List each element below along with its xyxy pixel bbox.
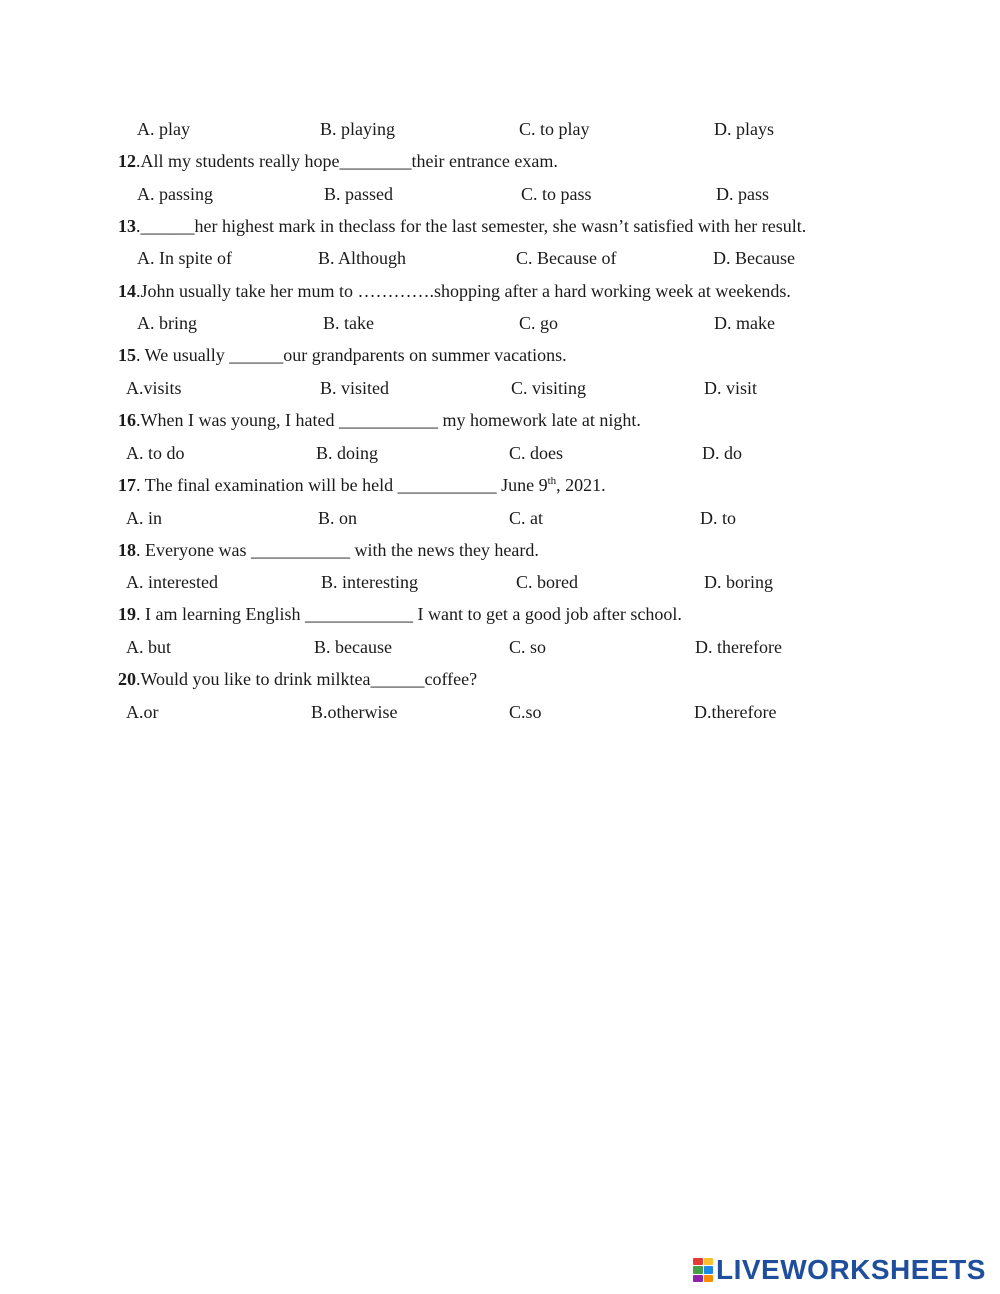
question-text: .______her highest mark in theclass for the last semester, she wasn’t satisfied with her result. [136, 216, 807, 236]
question-text: . We usually ______our grandparents on summer vacations. [136, 345, 567, 365]
answer-option-d: D. make [714, 313, 775, 333]
answer-option-a: A. in [126, 508, 162, 528]
answer-option-c: C. so [509, 637, 547, 657]
answer-option-b: B. passed [324, 184, 393, 204]
question-number: 19 [118, 604, 136, 624]
logo-square [704, 1266, 714, 1273]
answer-option-c: C. at [509, 508, 543, 528]
answer-option-c: C. Because of [516, 248, 617, 268]
answer-option-a: A.visits [126, 378, 182, 398]
liveworksheets-logo-icon [693, 1258, 713, 1282]
question-number: 15 [118, 345, 136, 365]
answer-option-d: D.therefore [694, 702, 777, 722]
answer-option-b: B. on [318, 508, 358, 528]
question-text: .John usually take her mum to ………….shopping after a hard working week at weekends. [136, 281, 791, 301]
superscript: th [547, 475, 557, 487]
question-number: 17 [118, 475, 136, 495]
logo-square [704, 1275, 714, 1282]
question-number: 16 [118, 410, 136, 430]
question-number: 18 [118, 540, 136, 560]
answer-option-d: D. do [702, 443, 742, 463]
question-19 [118, 603, 682, 625]
question-15 [118, 344, 567, 366]
answer-option-a: A. In spite of [137, 248, 232, 268]
answer-option-d: D. boring [704, 572, 773, 592]
logo-square [693, 1258, 703, 1265]
answer-option-b: B. visited [320, 378, 390, 398]
question-number: 12 [118, 151, 136, 171]
answer-option-b: B. playing [320, 119, 395, 139]
answer-option-d: D. visit [704, 378, 758, 398]
logo-text: LIVEWORKSHEETS [716, 1254, 986, 1285]
answer-option-a: A. interested [126, 572, 218, 592]
answer-option-c: C. bored [516, 572, 578, 592]
question-text: .Would you like to drink milktea______coffee? [136, 669, 478, 689]
question-number: 13 [118, 216, 136, 236]
answer-option-d: D. pass [716, 184, 769, 204]
question-20 [118, 668, 477, 690]
answer-option-b: B. because [314, 637, 392, 657]
answer-option-c: C. go [519, 313, 559, 333]
question-16 [118, 409, 641, 431]
answer-option-a: A.or [126, 702, 159, 722]
answer-option-b: B. Although [318, 248, 407, 268]
answer-option-c: C. to play [519, 119, 590, 139]
question-text: . The final examination will be held ___________ June 9 [136, 475, 548, 495]
question-text: .When I was young, I hated ___________ my homework late at night. [136, 410, 641, 430]
answer-option-a: A. passing [137, 184, 213, 204]
answer-option-d: D. therefore [695, 637, 782, 657]
answer-option-a: A. but [126, 637, 171, 657]
answer-option-c: C.so [509, 702, 542, 722]
question-number: 20 [118, 669, 136, 689]
answer-option-d: D. plays [714, 119, 774, 139]
answer-option-b: B. interesting [321, 572, 418, 592]
logo-square [693, 1266, 703, 1273]
answer-option-b: B.otherwise [311, 702, 398, 722]
question-12 [118, 150, 558, 172]
question-13 [118, 215, 806, 237]
answer-option-c: C. to pass [521, 184, 592, 204]
question-number: 14 [118, 281, 136, 301]
question-text: . Everyone was ___________ with the news they heard. [136, 540, 539, 560]
question-text: . I am learning English ____________ I want to get a good job after school. [136, 604, 682, 624]
answer-option-c: C. visiting [511, 378, 587, 398]
answer-option-a: A. bring [137, 313, 197, 333]
answer-option-a: A. play [137, 119, 190, 139]
question-text-end: , 2021. [556, 475, 606, 495]
logo-square [693, 1275, 703, 1282]
liveworksheets-logo [693, 1255, 986, 1285]
answer-option-d: D. Because [713, 248, 795, 268]
question-18 [118, 539, 539, 561]
answer-option-a: A. to do [126, 443, 185, 463]
question-text: .All my students really hope________their entrance exam. [136, 151, 558, 171]
logo-square [704, 1258, 714, 1265]
answer-option-b: B. take [323, 313, 374, 333]
question-14 [118, 280, 791, 302]
answer-option-b: B. doing [316, 443, 379, 463]
answer-option-d: D. to [700, 508, 736, 528]
answer-option-c: C. does [509, 443, 563, 463]
question-17 [118, 474, 606, 496]
